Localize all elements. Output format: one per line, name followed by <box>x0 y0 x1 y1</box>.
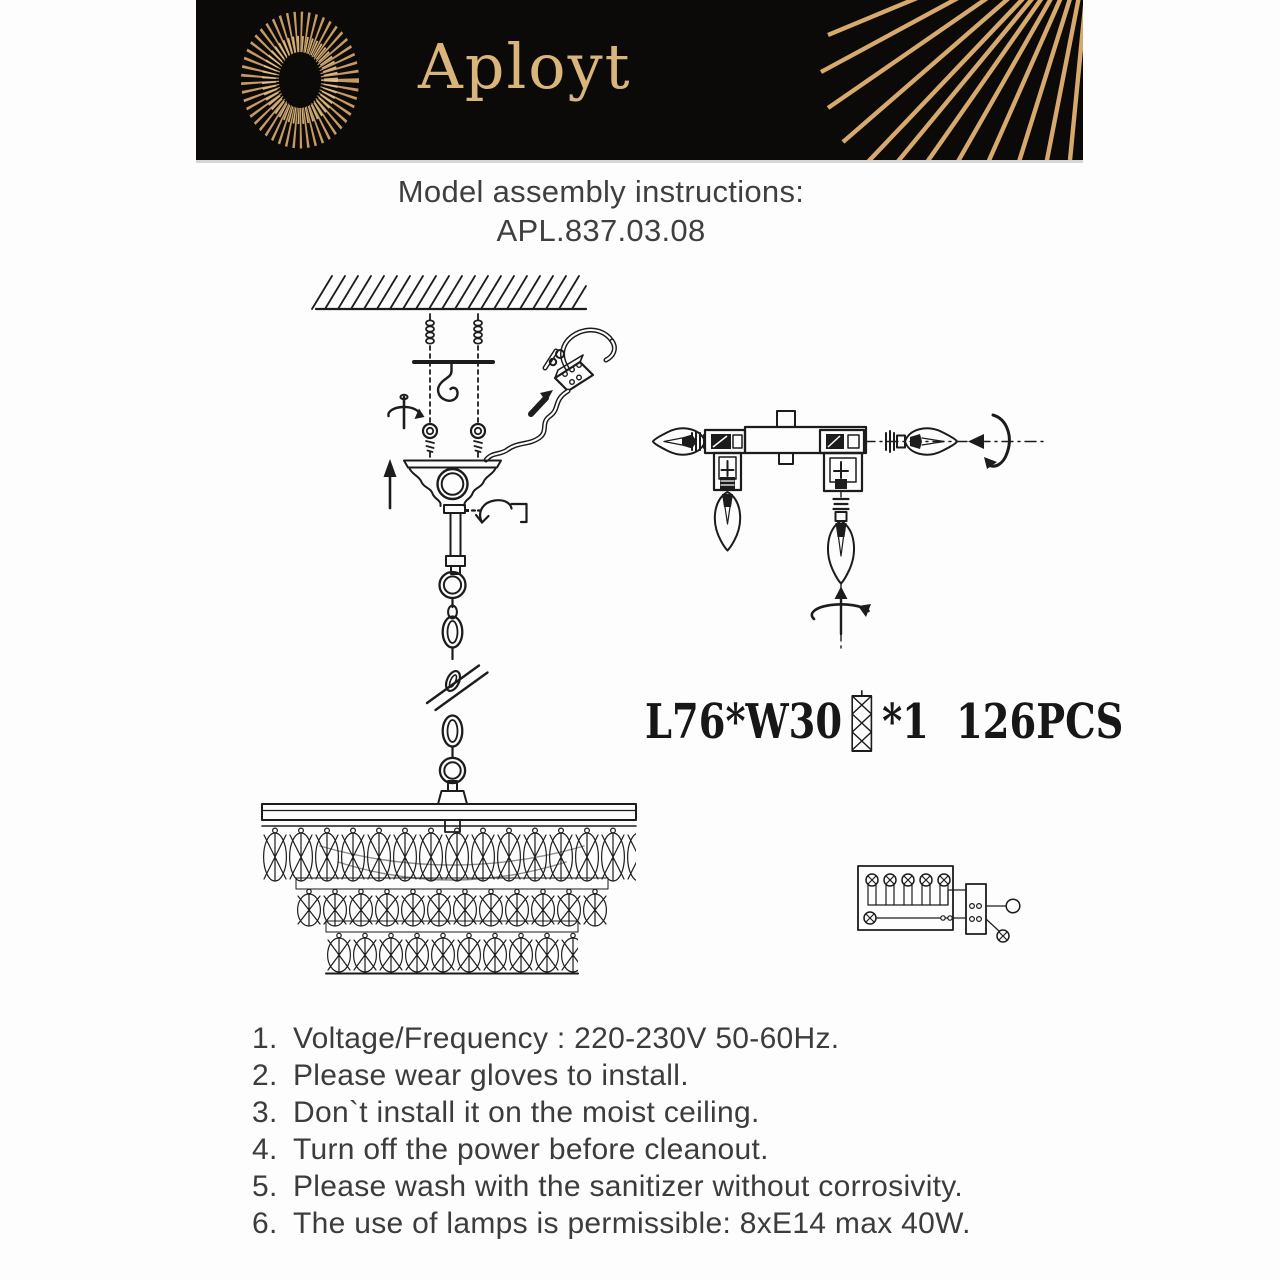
corner-rays-decoration <box>773 0 1083 160</box>
terminal-block <box>966 884 986 934</box>
item-text: Please wash with the sanitizer without corrosivity. <box>293 1170 964 1203</box>
wire-connector <box>486 330 614 460</box>
left-socket <box>705 430 745 453</box>
spec-pieces: 126PCS <box>956 694 1124 750</box>
item-number: 3. <box>252 1096 278 1129</box>
candle-bulb-left <box>653 428 705 454</box>
spec-quantity: *1 <box>882 694 929 750</box>
item-text: Turn off the power before cleanout. <box>293 1133 769 1166</box>
spec-dimensions: L76*W30 <box>645 694 843 750</box>
candle-bulb-down-left <box>715 492 740 551</box>
page-title: Model assembly instructions: <box>397 174 805 209</box>
candle-bulb-right <box>864 428 1045 454</box>
supply-connections <box>986 899 1020 942</box>
insert-arrow-icon <box>531 390 553 414</box>
mounting-hook-bracket <box>414 362 493 401</box>
assembly-diagram <box>240 265 660 1005</box>
wiring-lines <box>864 890 966 924</box>
anchor-screws <box>423 314 485 457</box>
item-number: 1. <box>252 1022 278 1055</box>
brand-wordmark: Aployt <box>418 30 632 103</box>
title-block <box>161 172 1041 250</box>
chandelier <box>262 804 636 974</box>
instruction-item <box>252 1020 1082 1057</box>
instruction-item <box>252 1094 1082 1131</box>
instruction-item <box>252 1057 1082 1094</box>
item-text: The use of lamps is permissible: 8xE14 max 40W. <box>293 1207 971 1240</box>
starburst-icon <box>228 2 373 158</box>
wiring-diagram <box>848 848 1063 960</box>
ceiling-hatch <box>312 276 586 309</box>
rotate-screw-icon <box>388 395 424 428</box>
spec-line <box>645 690 1123 754</box>
rotate-arrow-icon <box>466 500 527 522</box>
right-socket <box>820 430 864 491</box>
model-number: APL.837.03.08 <box>496 213 706 248</box>
item-text: Voltage/Frequency : 220-230V 50-60Hz. <box>293 1022 840 1055</box>
instruction-item <box>252 1168 1082 1205</box>
up-arrow-icon <box>384 459 397 508</box>
brand-banner <box>196 0 1083 163</box>
bulb-installation-diagram <box>640 400 1060 662</box>
instruction-item <box>252 1205 1082 1242</box>
chain <box>438 572 467 804</box>
item-number: 6. <box>252 1207 278 1240</box>
item-number: 5. <box>252 1170 278 1203</box>
lamp-symbols-row <box>866 874 950 905</box>
item-number: 2. <box>252 1059 278 1092</box>
crystal-prism-icon <box>848 690 875 754</box>
item-text: Please wear gloves to install. <box>293 1059 689 1092</box>
instruction-item <box>252 1131 1082 1168</box>
instruction-list <box>252 1020 1082 1242</box>
item-text: Don`t install it on the moist ceiling. <box>293 1096 760 1129</box>
screw-rotation-arrow-down <box>812 587 871 635</box>
item-number: 4. <box>252 1133 278 1166</box>
left-lamp-holder <box>714 453 741 491</box>
